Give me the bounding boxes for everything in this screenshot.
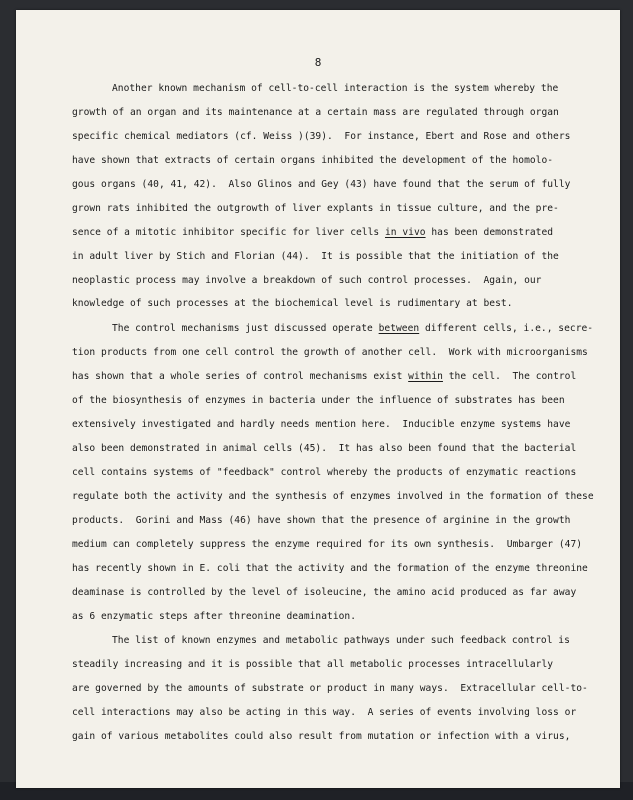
text-line (112, 323, 593, 335)
text-line: regulate both the activity and the synthesis of enzymes involved in the formation of these (72, 491, 594, 502)
text-segment: has been demonstrated (425, 227, 554, 238)
text-segment: sence of a mitotic inhibitor specific for liver cells (72, 227, 385, 238)
text-line: steadily increasing and it is possible that all metabolic processes intracellularly (72, 659, 554, 670)
text-line: grown rats inhibited the outgrowth of liver explants in tissue culture, and the pre- (72, 203, 559, 214)
text-segment: has shown that a whole series of control mechanisms exist (72, 371, 409, 382)
text-segment: The control mechanisms just discussed operate (112, 323, 379, 334)
text-line: specific chemical mediators (cf. Weiss )(39). For instance, Ebert and Rose and others (72, 131, 571, 142)
text-line: neoplastic process may involve a breakdown of such control processes. Again, our (72, 275, 542, 286)
text-line (72, 371, 576, 383)
text-line: growth of an organ and its maintenance at a certain mass are regulated through organ (72, 107, 559, 118)
text-line: of the biosynthesis of enzymes in bacteria under the influence of substrates has been (72, 395, 565, 406)
text-line: deaminase is controlled by the level of isoleucine, the amino acid produced as far away (72, 587, 577, 598)
underlined-term: within (408, 371, 443, 382)
text-line: have shown that extracts of certain organs inhibited the development of the homolo- (72, 155, 554, 166)
page-number: 8 (314, 56, 322, 69)
text-line: gous organs (40, 41, 42). Also Glinos and Gey (43) have found that the serum of fully (72, 179, 571, 190)
text-line: The list of known enzymes and metabolic pathways under such feedback control is (112, 635, 570, 646)
text-line: tion products from one cell control the growth of another cell. Work with microorganisms (72, 347, 588, 358)
text-line: in adult liver by Stich and Florian (44). It is possible that the initiation of the (72, 251, 559, 262)
text-line: medium can completely suppress the enzyme required for its own synthesis. Umbarger (47) (72, 539, 583, 550)
text-line: are governed by the amounts of substrate or product in many ways. Extracellular cell-to- (72, 683, 588, 694)
text-line (72, 227, 553, 239)
underlined-term: between (378, 323, 420, 334)
text-line: gain of various metabolites could also result from mutation or infection with a virus, (72, 731, 571, 742)
text-line: products. Gorini and Mass (46) have shown that the presence of arginine in the growth (72, 515, 571, 526)
text-line: also been demonstrated in animal cells (45). It has also been found that the bacterial (72, 443, 577, 454)
text-line: extensively investigated and hardly needs mention here. Inducible enzyme systems have (72, 419, 571, 430)
document-page (16, 10, 620, 788)
text-segment: the cell. The control (442, 371, 577, 382)
text-line: knowledge of such processes at the biochemical level is rudimentary at best. (72, 298, 513, 309)
text-segment: different cells, i.e., secre- (419, 323, 594, 334)
text-line: as 6 enzymatic steps after threonine deamination. (72, 611, 356, 622)
text-line: cell interactions may also be acting in this way. A series of events involving loss or (72, 707, 577, 718)
text-line: has recently shown in E. coli that the activity and the formation of the enzyme threonine (72, 563, 588, 574)
underlined-term: in vivo (384, 227, 426, 238)
text-line: Another known mechanism of cell-to-cell interaction is the system whereby the (112, 83, 559, 94)
text-line: cell contains systems of "feedback" control whereby the products of enzymatic reactions (72, 467, 577, 478)
